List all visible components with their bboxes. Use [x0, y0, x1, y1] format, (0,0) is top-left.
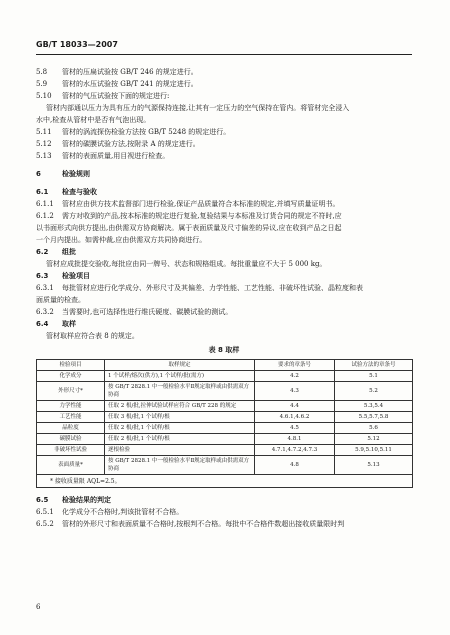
clause-5-10-line-2: 水中,检查从管材中是否有气泡出现。 [36, 116, 151, 124]
section-6-4-heading: 6.4 取样 [36, 320, 76, 328]
standard-code: GB/T 18033—2007 [36, 40, 118, 49]
header-cell: 取样规定 [105, 360, 255, 371]
table-row: 表面质量* 按 GB/T 2828.1 中一般检验水平Ⅱ规定取样或由供需双方协商 4.8 5.13 [37, 456, 413, 475]
section-6-1-heading: 6.1 检查与验收 [36, 188, 97, 196]
clause-6-1-1: 6.1.1 管材应由供方技术监督部门进行检验,保证产品质量符合本标准的规定,并填写质量证明书。 [36, 200, 340, 208]
table-row: 碳膜试验 任取 2 根/批,1 个试样/根 4.8.1 5.12 [37, 434, 413, 445]
clause-6-4-text: 管材取样应符合表 8 的规定。 [46, 332, 139, 340]
clause-6-3-1-line-2: 面质量的检查。 [36, 296, 85, 304]
clause-6-5-1: 6.5.1 化学成分不合格时,判该批管材不合格。 [36, 508, 184, 516]
table-row: 外形尺寸* 按 GB/T 2828.1 中一般检验水平Ⅱ规定取样或由供需双方协商 4.3 5.2 [37, 382, 413, 401]
clause-6-1-2-line-3: 一个月内提出。如需仲裁,应由供需双方共同协商进行。 [36, 236, 207, 244]
clause-5-13: 5.13 管材的表面质量,用目视进行检查。 [36, 152, 170, 160]
clause-6-5-2: 6.5.2 管材的外形尺寸和表面质量不合格时,按根判不合格。每批中不合格件数超出接收质量限时判 [36, 520, 345, 528]
clause-5-10-line-1: 管材内部通以压力为具有压力的气源保持连接,让其有一定压力的空气保持在管内。将管材完全浸入 [46, 104, 350, 112]
header-cell: 要求的章条号 [255, 360, 335, 371]
table-row: 化学成分 1 个试样/熔次(供方),1 个试样/批(需方) 4.2 5.1 [37, 371, 413, 382]
clause-5-11: 5.11 管材的涡流探伤检验方法按 GB/T 5248 的规定进行。 [36, 128, 231, 136]
clause-6-3-1: 6.3.1 每批管材应进行化学成分、外形尺寸及其偏差、力学性能、工艺性能、非破坏性试验、晶粒度和表 [36, 284, 363, 292]
table-footnote: * 接收质量限 AQL=2.5。 [50, 478, 121, 485]
header-cell: 试验方法的章条号 [335, 360, 413, 371]
table-caption: 表 8 取样 [208, 346, 240, 354]
section-6-2-heading: 6.2 组批 [36, 248, 76, 256]
clause-5-12: 5.12 管材的碳膜试验方法,按附录 A 的规定进行。 [36, 140, 200, 148]
table-row: 非破坏性试验 逐根检验 4.7.1,4.7.2,4.7.3 5.9,5.10,5.11 [37, 445, 413, 456]
table-row: 晶粒度 任取 2 根/批,1 个试样/根 4.5 5.6 [37, 423, 413, 434]
header-rule [36, 54, 412, 55]
section-6-5-heading: 6.5 检验结果的判定 [36, 496, 111, 504]
clause-5-9: 5.9 管材的水压试验按 GB/T 241 的规定进行。 [36, 80, 198, 88]
clause-6-2-text: 管材应成批提交验收,每批应由同一牌号、状态和规格组成。每批重量应不大于 5 000 kg。 [46, 260, 327, 268]
sampling-table [36, 359, 413, 488]
clause-6-1-2-line-2: 以书面形式向供方提出,由供需双方协商解决。属于表面质量及尺寸偏差的异议,应在收到产品之日起 [36, 224, 342, 232]
table-footnote-row [37, 475, 413, 488]
table-row: 力学性能 任取 2 根/批,拉伸试验试样应符合 GB/T 228 的规定 4.4 5.3,5.4 [37, 401, 413, 412]
document-body [36, 66, 412, 530]
clause-5-8: 5.8 管材的压扁试验按 GB/T 246 的规定进行。 [36, 68, 198, 76]
section-6-3-heading: 6.3 检验项目 [36, 272, 90, 280]
clause-6-3-2: 6.3.2 当需要时,也可选择性进行维氏硬度、碳膜试验的测试。 [36, 308, 233, 316]
page-number: 6 [36, 603, 41, 611]
table-header-row [37, 360, 413, 371]
header-cell: 检验项目 [37, 360, 105, 371]
section-6-heading: 6 检验规则 [36, 170, 90, 178]
clause-5-10: 5.10 管材的气压试验按下面的规定进行: [36, 92, 170, 100]
clause-6-1-2: 6.1.2 需方对收到的产品,按本标准的规定进行复验,复验结果与本标准及订货合同的规定不符时,应 [36, 212, 342, 220]
table-row: 工艺性能 任取 3 根/批,1 个试样/根 4.6.1,4.6.2 5.5,5.7,5.8 [37, 412, 413, 423]
